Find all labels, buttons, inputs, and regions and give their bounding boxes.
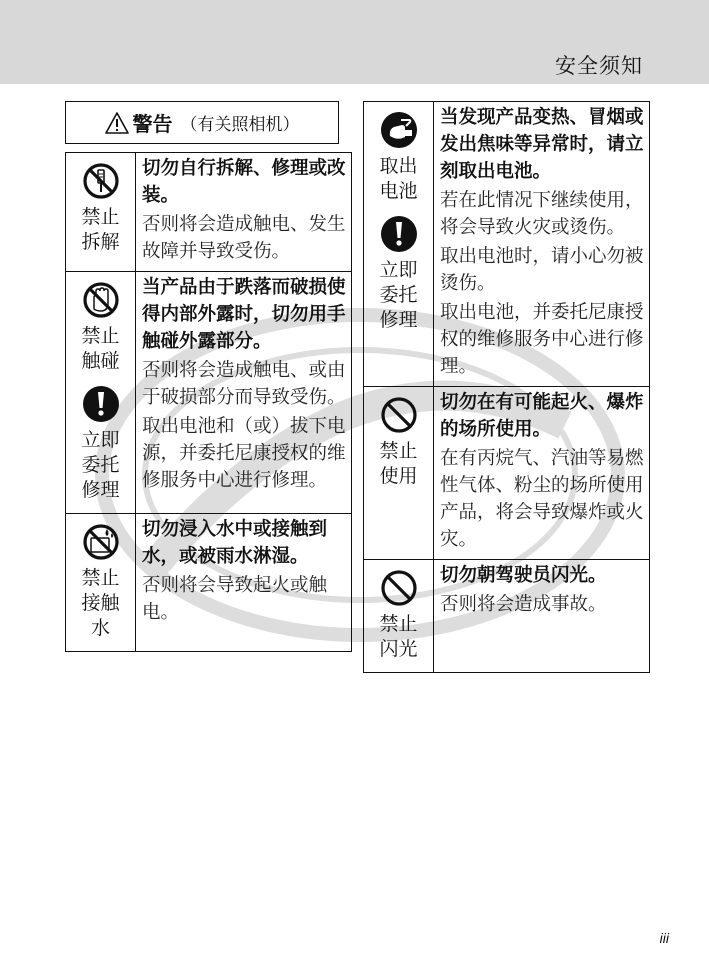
symbol-cell [66,514,136,652]
safety-row [66,514,352,652]
text-cell [434,560,650,673]
symbol-label: 禁止 拆解 [81,206,120,253]
symbol-cell [66,153,136,272]
warning-title-box [65,101,339,144]
symbol-label: 立即 委托 修理 [81,429,120,501]
detail-text: 在有丙烷气、汽油等易燃性气体、粉尘的场所使用产品，将会导致爆炸或火灾。 [440,448,644,550]
no-water-icon [81,522,121,562]
page-title: 安全须知 [555,54,643,78]
warning-label: 警告 [132,112,173,136]
detail-text: 取出电池时，请小心勿被烫伤。 [440,246,644,294]
instruction-text: 当产品由于跌落而破损使得内部外露时，切勿用手触碰外露部分。 [142,277,346,352]
page-number: iii [659,930,669,946]
symbol-label: 禁止 触碰 [81,325,120,372]
exclamation-icon [81,384,121,424]
text-cell [434,387,650,560]
prohibited-icon [379,568,419,608]
left-safety-table [65,152,352,652]
detail-text: 否则将会造成触电、或由于破损部分而导致受伤。 [142,360,346,408]
detail-text: 否则将会造成触电、发生故障并导致受伤。 [142,214,346,262]
text-cell [136,514,352,652]
warning-triangle-icon [105,112,129,134]
right-safety-table [363,101,650,673]
remove-battery-icon [379,110,419,150]
exclamation-icon [379,214,419,254]
detail-text: 若在此情况下继续使用，将会导致火灾或烫伤。 [440,190,644,238]
instruction-text: 切勿朝驾驶员闪光。 [440,565,607,586]
warning-subtitle: （有关照相机） [180,115,300,135]
instruction-text: 切勿自行拆解、修理或改装。 [142,158,346,206]
safety-row [364,102,650,387]
symbol-cell [364,560,434,673]
symbol-label: 禁止 使用 [379,440,418,487]
detail-text: 取出电池，并委托尼康授权的维修服务中心进行修理。 [440,302,644,377]
symbol-label: 禁止 接触 水 [81,567,120,639]
prohibited-icon [379,395,419,435]
no-disassemble-icon [81,161,121,201]
safety-row [66,272,352,514]
symbol-cell [364,102,434,387]
safety-row [66,153,352,272]
instruction-text: 切勿在有可能起火、爆炸的场所使用。 [440,392,644,440]
text-cell [136,153,352,272]
symbol-label: 禁止 闪光 [379,613,418,660]
instruction-text: 切勿浸入水中或接触到水，或被雨水淋湿。 [142,519,328,567]
text-cell [434,102,650,387]
instruction-text: 当发现产品变热、冒烟或发出焦味等异常时，请立刻取出电池。 [440,107,644,182]
no-touch-icon [81,280,121,320]
safety-row [364,560,650,673]
symbol-label: 取出 电池 [379,155,418,202]
detail-text: 否则将会造成事故。 [440,594,607,615]
detail-text: 取出电池和（或）拔下电源，并委托尼康授权的维修服务中心进行修理。 [142,416,346,491]
symbol-cell [364,387,434,560]
text-cell [136,272,352,514]
safety-row [364,387,650,560]
detail-text: 否则将会导致起火或触电。 [142,575,328,623]
symbol-cell [66,272,136,514]
symbol-label: 立即 委托 修理 [379,259,418,331]
